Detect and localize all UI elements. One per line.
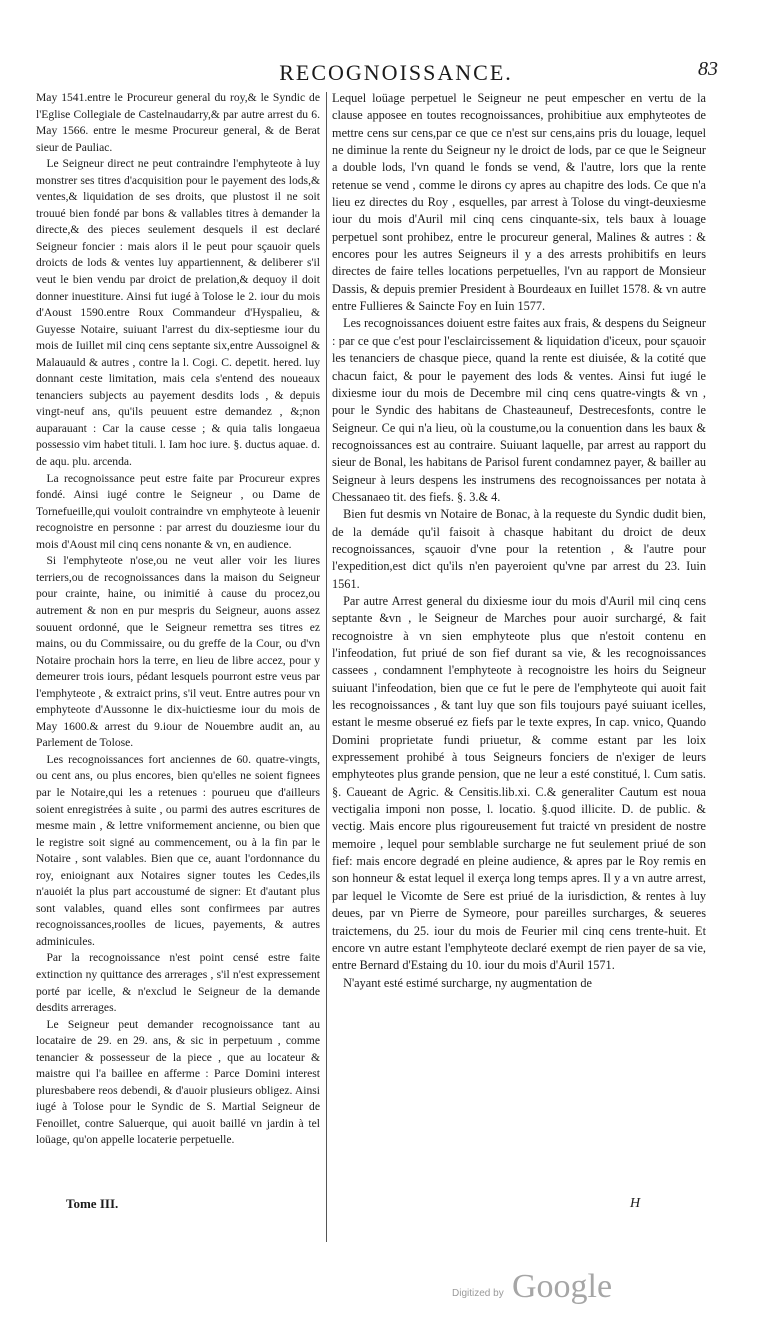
right-paragraph-3: Bien fut desmis vn Notaire de Bonac, à la requeste du Syndic dudit bien, de la demáde qu'il faisoit à chasque habitant du droict de deux recognoissances, sçauoir d'vne pour la retention , & l'autre pour l'expedition,est dict qu'ils n'en payeroient qu'vne par arrest du 23. Iuin 1561.	[332, 507, 706, 591]
right-paragraph-5: N'ayant esté estimé surcharge, ny augmentation de	[343, 975, 592, 990]
running-title: RECOGNOISSANCE.	[279, 60, 513, 85]
google-logo: Google	[512, 1268, 613, 1305]
left-paragraph-1: May 1541.entre le Procureur general du roy,& le Syndic de l'Eglise Collegiale de Castelnaudarry,& par autre arrest du 6. May 1566. entre le mesme Procureur general, & de Berat sieur de Pauliac.	[36, 91, 320, 154]
right-paragraph-4: Par autre Arrest general du dixiesme iour du mois d'Auril mil cinq cens septante &vn , le Seigneur de Marches pour auoir surchargé, & fait recognoistre à vn sien emphyteote plus que n'estoit contenu en l'infeodation, fut priué de son fief durant sa vie, & les recognoissances cassees , condamnent l'emphyteote à recognoistre les hoirs du Seigneur suiuant l'infeodation, bien que ce fut le pere de l'emphyteote qui auoit fait les recognoissances , & tant luy que son fils toujours payé suiuant icelles, estant le mesme obserué ez fiefs par le texte expres, In cap. vnico, Quando Domini proprietate fundi priuetur, & comme estant par les loix expressement prohibé à tous Seigneurs fonciers de n'exiger de leurs emphyteotes plus grande pension, que ne leur a esté constitué, l. Cum satis. §. Caueant de Agric. & Censitis.lib.xi. C.& generaliter Cautum est noua vectigalia imponi non posse, l. locatio. §.quod illicite. D. de public. & vectig. Mais encore plus rigoureusement fut traicté vn president de nostre memoire , lequel pour semblable surcharge ne fut seulement priué de son fief: mais encore degradé en pleine audience, & apres par le Roy remis en son honneur & estat lequel il exerça long temps apres. Il y a vn autre arrest, par lequel le Vicomte de Sere est priué de la iurisdiction, & rentes à luy deues, par vn Pierre de Symeore, pour pareilles surcharges, & seueres traictemens, du 25. iour du mois de Feurier mil cinq cens trente-huit. Et encore vn autre estant l'emphyteote declaré exempt de rien payer de sa vie, entre Bernard d'Estaing du 10. iour du mois d'Auril 1571.	[332, 593, 706, 973]
left-paragraph-4: Si l'emphyteote n'ose,ou ne veut aller voir les liures terriers,ou de recognoissances dans la maison du Seigneur pour crainte, haine, ou inimitié à cause du procez,ou autrement & non en pur mespris du Seigneur, auons assez souuent ordonné, que le Seigneur remettra ses titres ez mains, ou du Commissaire, ou du greffe de la Cour, ou d'vn Notaire prochain hors la terre, en lieu de libre accez, pour y demeurer trois iours, pédant lesquels pourront estre veus par l'emphyteote , & extraict prins, s'il veut. Entre autres pour vn emphyteote d'Aussonne le dix-huictiesme iour du mois de May 1600.& arrest du 9.iour de Nouembre audit an, au Parlement de Tolose.	[36, 554, 320, 750]
signature-mark: H	[630, 1196, 641, 1211]
left-paragraph-3: La recognoissance peut estre faite par Procureur expres fondé. Ainsi iugé contre le Seigneur , ou Dame de Tornefueille,qui vouloit contraindre vn emphyteote à leuenir recognoistre en personne : par arrest du douziesme iour du mois d'Aoust mil cinq cens nonante & vn, en audience.	[36, 471, 320, 551]
column-divider	[326, 92, 327, 1242]
left-column	[36, 90, 320, 1149]
page-number: 83	[698, 58, 718, 80]
watermark-prefix: Digitized by	[452, 1288, 504, 1299]
left-paragraph-2: Le Seigneur direct ne peut contraindre l'emphyteote à luy monstrer ses titres d'acquisition pour le payement des lods,& ventes,& liquidation de ses droits, que plustost il ne soit trouué bien fondé par bons & vallables titres à demander la directe,& des pieces seulement desquels il est declaré Seigneur foncier : mais alors il le peut pour sçauoir quels droicts de lods & ventes luy appartiennent, & deliberer s'il veut le bien vendu par droict de prelation,& dequoy il doit donner inuestiture. Ainsi fut iugé à Tolose le 2. iour du mois d'Aoust 1590.entre Roux Commandeur d'Hyspalieu, & Guyesse Notaire, suiuant l'arrest du dix-septiesme iour du mois de Iuillet mil cinq cens septante six,entre Aussoignel & Malauauld & autres , contre la l. Cogi. C. depetit. hered. luy donnant ceste limitation, mais cela s'entend des noueaux tenanciers subjects au payement desdits lods , & depuis vingt-neuf ans, qu'ils peuuent estre demandez , &;non auparauant : Car la cause cesse ; & quia talis longaeua possessio vim habet tituli. l. Iam hoc iure. §. ductus aquae. d. de aqu. plu. arcenda.	[36, 157, 320, 469]
volume-label: Tome III.	[66, 1196, 119, 1211]
digitization-watermark	[452, 1268, 712, 1308]
left-paragraph-7: Le Seigneur peut demander recognoissance tant au locataire de 29. en 29. ans, & sic in perpetuum , comme tenancier & possesseur de la piece , que au locateur & maistre qui l'a baillee en afferme : Parce Domini interest pluresbabere reos debendi, & d'auoir plusieurs obligez. Ainsi iugé à Tolose pour le Syndic de S. Martial Seigneur de Fenoillet, contre Saluerque, qui auoit baillé vn jardin à tel loüage, qu'on appelle locaterie perpetuelle.	[36, 1017, 320, 1147]
right-column	[332, 90, 706, 992]
left-paragraph-5: Les recognoissances fort anciennes de 60. quatre-vingts, ou cent ans, ou plus encores, bien qu'elles ne soient fignees par le Notaire,qui les a retenues : pourueu que d'ailleurs soient enregistrées à suite , ou parmi des autres escritures de mesme main , & lettre vniformement ancienne, ou bien que le registre soit signé au commencement, ou à la fin par le Notaire , sont valables. Bien que ce, auant l'ordonnance du roy, enioignant aux Notaires signer toutes les Cedes,ils n'auoiét la plus part accoustumé de signer: Et d'autant plus sont valables, quand elles sont confirmees par autres recognoissances,roolles de licues, payements, & autres adminicules.	[36, 752, 320, 948]
left-paragraph-6: Par la recognoissance n'est point censé estre faite extinction ny quittance des arrerages , s'il n'est expressement porté par icelle, & n'exclud le Seigneur de la demande desdits arrerages.	[36, 951, 320, 1015]
right-paragraph-2: Les recognoissances doiuent estre faites aux frais, & despens du Seigneur : par ce que c'est pour l'esclaircissement & liquidation d'iceux, pour sçauoir les tenanciers de chasque piece, quand la rente est diuisée, & la cotité que chacun faict, & pour le payement des lods & ventes. Ainsi fut iugé le dixiesme iour du mois de Decembre mil cinq cens quatre-vingts & vn , pour le Syndic des habitans de Chasteauneuf, Destrecesfonts, contre le Seigneur. Ce qui n'a lieu, où la coustume,ou la conuention dans les baux & recognoissances est au contraire. Suiuant laquelle, par arrest au rapport du sieur de Bonal, les habitans de Parisol furent condamnez payer, & bailler au Seigneur à leurs despens les instrumens des recognoissances per notata à Chessanaeo tit. des fiefs. §. 3.& 4.	[332, 316, 706, 504]
right-paragraph-1: Lequel loüage perpetuel le Seigneur ne peut empescher en vertu de la clause apposee en toutes recognoissances, prohibitiue aux emphyteotes de mettre cens sur cens,par ce que ce n'est sur cens,ains pris du louage, lequel ne diminue la rente du Seigneur ny le droict de lods, par ce que le Seigneur a double lods, l'vn quand le fonds se vend, & l'autre, lors que la rente retenue se vend , comme le dirons cy apres au chapitre des lods. Ce que n'a lieu ez directes du Roy , esquelles, par arrest à Tolose du vingt-deuxiesme iour du mois d'Auril mil cinq cens cinquante-six, tels baux à louage perpetuel sont prohibez, entre le procureur general, Malines & autres : & encores pour les autres Seigneurs il y a des arrests prohibitifs en leurs directes de faire telles locations perpetuelles, l'vn au rapport de Monsieur Dassis, & depuis premier President à Bourdeaux en Iuillet 1578. & vn autre entre Fullieres & Saincte Foy en Iuin 1577.	[332, 91, 706, 314]
